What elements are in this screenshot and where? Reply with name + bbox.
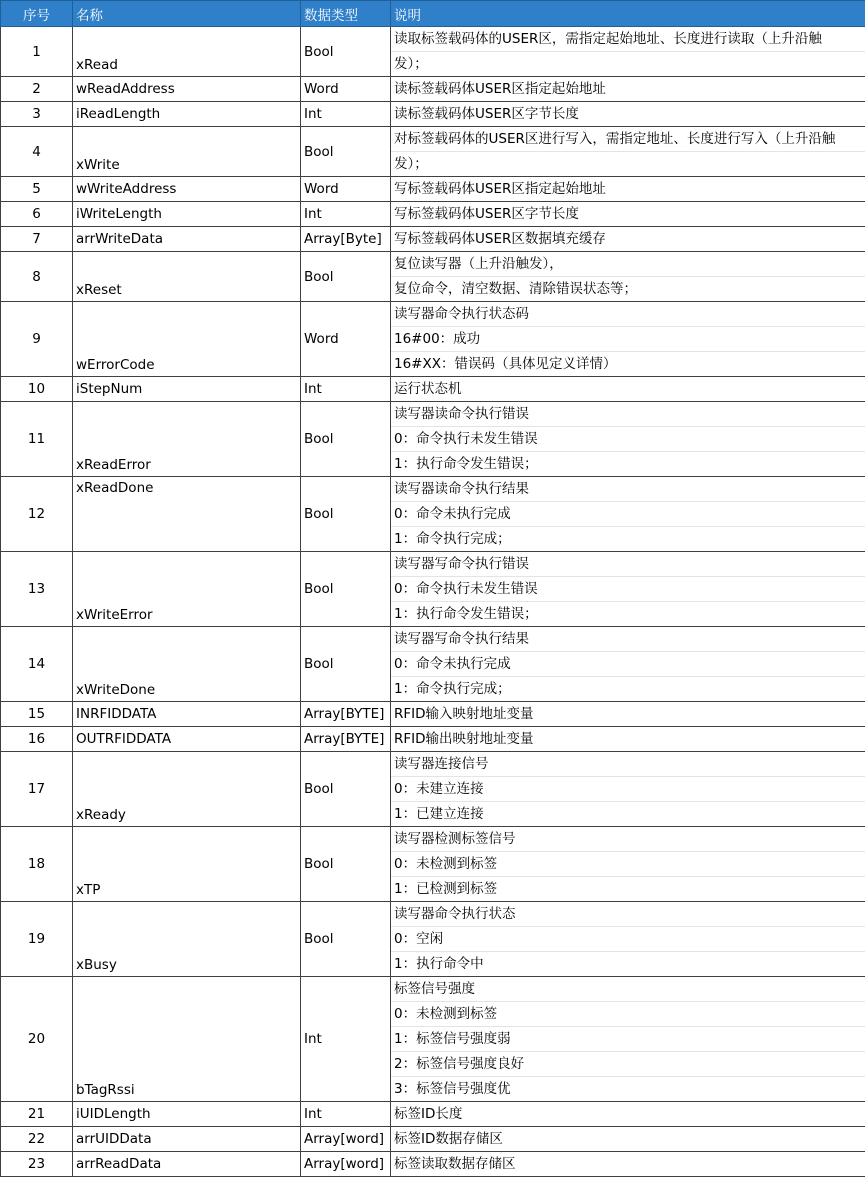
variable-name: bTagRssi bbox=[73, 977, 301, 1102]
data-type: Array[word] bbox=[301, 1152, 391, 1177]
variable-name: INRFIDDATA bbox=[73, 702, 301, 727]
row-number: 17 bbox=[1, 752, 73, 827]
row-number: 13 bbox=[1, 552, 73, 627]
description bbox=[391, 202, 865, 227]
description-line: 1：执行命令发生错误； bbox=[391, 451, 865, 476]
row-number: 23 bbox=[1, 1152, 73, 1177]
description-line: 1：已建立连接 bbox=[391, 801, 865, 826]
row-number: 10 bbox=[1, 377, 73, 402]
description-line: 1：命令执行完成； bbox=[391, 526, 865, 551]
table-row bbox=[1, 727, 865, 752]
row-number: 11 bbox=[1, 402, 73, 477]
variable-name: xReady bbox=[73, 752, 301, 827]
data-type: Bool bbox=[301, 902, 391, 977]
description bbox=[391, 102, 865, 127]
row-number: 3 bbox=[1, 102, 73, 127]
table-row bbox=[1, 27, 865, 77]
description-line: RFID输入映射地址变量 bbox=[391, 702, 865, 726]
data-type: Word bbox=[301, 302, 391, 377]
row-number: 14 bbox=[1, 627, 73, 702]
description bbox=[391, 727, 865, 752]
data-type: Int bbox=[301, 977, 391, 1102]
table-row bbox=[1, 627, 865, 702]
header-type: 数据类型 bbox=[301, 1, 391, 27]
description bbox=[391, 402, 865, 477]
description-line: 标签读取数据存储区 bbox=[391, 1152, 865, 1176]
table-row bbox=[1, 102, 865, 127]
description-line: 标签ID长度 bbox=[391, 1102, 865, 1126]
description bbox=[391, 552, 865, 627]
data-type: Word bbox=[301, 177, 391, 202]
description bbox=[391, 177, 865, 202]
table-row bbox=[1, 1102, 865, 1127]
description-line: 读写器命令执行状态码 bbox=[391, 302, 865, 326]
description-line: 0：未检测到标签 bbox=[391, 1001, 865, 1026]
variable-name: xReadDone bbox=[73, 477, 301, 552]
data-type: Bool bbox=[301, 752, 391, 827]
table-row bbox=[1, 377, 865, 402]
description bbox=[391, 377, 865, 402]
description bbox=[391, 627, 865, 702]
table-row bbox=[1, 77, 865, 102]
description bbox=[391, 127, 865, 177]
header-desc: 说明 bbox=[391, 1, 865, 27]
data-type: Int bbox=[301, 102, 391, 127]
table-row bbox=[1, 1152, 865, 1177]
description-line: 0：未建立连接 bbox=[391, 776, 865, 801]
description-line: 16#XX：错误码（具体见定义详情） bbox=[391, 351, 865, 376]
description bbox=[391, 1127, 865, 1152]
table-row bbox=[1, 302, 865, 377]
description bbox=[391, 77, 865, 102]
description-line: 2：标签信号强度良好 bbox=[391, 1051, 865, 1076]
table-row bbox=[1, 202, 865, 227]
table-row bbox=[1, 977, 865, 1102]
description-line: 0：空闲 bbox=[391, 926, 865, 951]
variable-name: wErrorCode bbox=[73, 302, 301, 377]
variable-name: arrReadData bbox=[73, 1152, 301, 1177]
table-body bbox=[1, 27, 865, 1177]
row-number: 7 bbox=[1, 227, 73, 252]
variable-name: iStepNum bbox=[73, 377, 301, 402]
variable-name: iReadLength bbox=[73, 102, 301, 127]
description-line: 发）； bbox=[391, 151, 865, 176]
description-line: 读写器读命令执行结果 bbox=[391, 477, 865, 501]
row-number: 15 bbox=[1, 702, 73, 727]
data-type: Bool bbox=[301, 127, 391, 177]
row-number: 2 bbox=[1, 77, 73, 102]
row-number: 18 bbox=[1, 827, 73, 902]
data-type: Bool bbox=[301, 827, 391, 902]
description bbox=[391, 827, 865, 902]
variable-name: xRead bbox=[73, 27, 301, 77]
row-number: 21 bbox=[1, 1102, 73, 1127]
row-number: 8 bbox=[1, 252, 73, 302]
description-line: 3：标签信号强度优 bbox=[391, 1076, 865, 1101]
description-line: 读写器连接信号 bbox=[391, 752, 865, 776]
row-number: 1 bbox=[1, 27, 73, 77]
variable-name: wWriteAddress bbox=[73, 177, 301, 202]
description-line: 运行状态机 bbox=[391, 377, 865, 401]
table-row bbox=[1, 402, 865, 477]
data-type: Bool bbox=[301, 552, 391, 627]
table-row bbox=[1, 752, 865, 827]
data-type: Int bbox=[301, 1102, 391, 1127]
description-line: 写标签载码体USER区数据填充缓存 bbox=[391, 227, 865, 251]
variable-name: xReset bbox=[73, 252, 301, 302]
description bbox=[391, 477, 865, 552]
data-type: Bool bbox=[301, 27, 391, 77]
table-row bbox=[1, 252, 865, 302]
description-line: 读标签载码体USER区字节长度 bbox=[391, 102, 865, 126]
header-row bbox=[1, 1, 865, 27]
variable-name: xWriteError bbox=[73, 552, 301, 627]
description-line: 发）； bbox=[391, 51, 865, 76]
row-number: 20 bbox=[1, 977, 73, 1102]
description bbox=[391, 27, 865, 77]
description-line: 0：命令未执行完成 bbox=[391, 651, 865, 676]
table-row bbox=[1, 552, 865, 627]
variable-name: OUTRFIDDATA bbox=[73, 727, 301, 752]
description-line: 写标签载码体USER区字节长度 bbox=[391, 202, 865, 226]
description-line: 1：命令执行完成； bbox=[391, 676, 865, 701]
data-type: Bool bbox=[301, 252, 391, 302]
variable-name: xWriteDone bbox=[73, 627, 301, 702]
description-line: 复位读写器（上升沿触发）， bbox=[391, 252, 865, 276]
description-line: 读写器命令执行状态 bbox=[391, 902, 865, 926]
description bbox=[391, 252, 865, 302]
data-type: Word bbox=[301, 77, 391, 102]
description-line: 读取标签载码体的USER区，需指定起始地址、长度进行读取（上升沿触 bbox=[391, 27, 865, 51]
description-line: 0：命令执行未发生错误 bbox=[391, 576, 865, 601]
description-line: 读写器写命令执行结果 bbox=[391, 627, 865, 651]
description-line: 标签ID数据存储区 bbox=[391, 1127, 865, 1151]
table-row bbox=[1, 227, 865, 252]
variable-name: arrWriteData bbox=[73, 227, 301, 252]
description-line: 1：执行命令中 bbox=[391, 951, 865, 976]
description bbox=[391, 227, 865, 252]
header-num: 序号 bbox=[1, 1, 73, 27]
data-type: Int bbox=[301, 377, 391, 402]
description bbox=[391, 1152, 865, 1177]
variable-name: wReadAddress bbox=[73, 77, 301, 102]
row-number: 9 bbox=[1, 302, 73, 377]
header-name: 名称 bbox=[73, 1, 301, 27]
variable-name: xTP bbox=[73, 827, 301, 902]
description-line: 对标签载码体的USER区进行写入，需指定地址、长度进行写入（上升沿触 bbox=[391, 127, 865, 151]
data-type: Bool bbox=[301, 402, 391, 477]
description-line: 标签信号强度 bbox=[391, 977, 865, 1001]
table-row bbox=[1, 827, 865, 902]
table-row bbox=[1, 702, 865, 727]
description-line: 读标签载码体USER区指定起始地址 bbox=[391, 77, 865, 101]
description-line: RFID输出映射地址变量 bbox=[391, 727, 865, 751]
description-line: 1：标签信号强度弱 bbox=[391, 1026, 865, 1051]
description-line: 0：命令执行未发生错误 bbox=[391, 426, 865, 451]
table-row bbox=[1, 177, 865, 202]
description bbox=[391, 302, 865, 377]
data-type: Int bbox=[301, 202, 391, 227]
row-number: 12 bbox=[1, 477, 73, 552]
description-line: 写标签载码体USER区指定起始地址 bbox=[391, 177, 865, 201]
description-line: 1：执行命令发生错误； bbox=[391, 601, 865, 626]
description bbox=[391, 702, 865, 727]
data-type: Array[BYTE] bbox=[301, 702, 391, 727]
variable-name: xReadError bbox=[73, 402, 301, 477]
description-line: 0：命令未执行完成 bbox=[391, 501, 865, 526]
description bbox=[391, 1102, 865, 1127]
description-line: 0：未检测到标签 bbox=[391, 851, 865, 876]
description-line: 读写器检测标签信号 bbox=[391, 827, 865, 851]
table-row bbox=[1, 1127, 865, 1152]
data-type: Bool bbox=[301, 627, 391, 702]
variable-name: arrUIDData bbox=[73, 1127, 301, 1152]
variable-name: xWrite bbox=[73, 127, 301, 177]
description-line: 读写器读命令执行错误 bbox=[391, 402, 865, 426]
row-number: 16 bbox=[1, 727, 73, 752]
row-number: 19 bbox=[1, 902, 73, 977]
table-row bbox=[1, 127, 865, 177]
description-line: 复位命令，清空数据、清除错误状态等； bbox=[391, 276, 865, 301]
data-type: Array[Byte] bbox=[301, 227, 391, 252]
variable-name: iWriteLength bbox=[73, 202, 301, 227]
data-type: Bool bbox=[301, 477, 391, 552]
description bbox=[391, 977, 865, 1102]
row-number: 5 bbox=[1, 177, 73, 202]
row-number: 4 bbox=[1, 127, 73, 177]
variable-name: iUIDLength bbox=[73, 1102, 301, 1127]
description bbox=[391, 902, 865, 977]
description-line: 1：已检测到标签 bbox=[391, 876, 865, 901]
data-type: Array[word] bbox=[301, 1127, 391, 1152]
description bbox=[391, 752, 865, 827]
variable-name: xBusy bbox=[73, 902, 301, 977]
description-line: 16#00：成功 bbox=[391, 326, 865, 351]
row-number: 22 bbox=[1, 1127, 73, 1152]
row-number: 6 bbox=[1, 202, 73, 227]
table-row bbox=[1, 902, 865, 977]
data-type: Array[BYTE] bbox=[301, 727, 391, 752]
table-row bbox=[1, 477, 865, 552]
description-line: 读写器写命令执行错误 bbox=[391, 552, 865, 576]
